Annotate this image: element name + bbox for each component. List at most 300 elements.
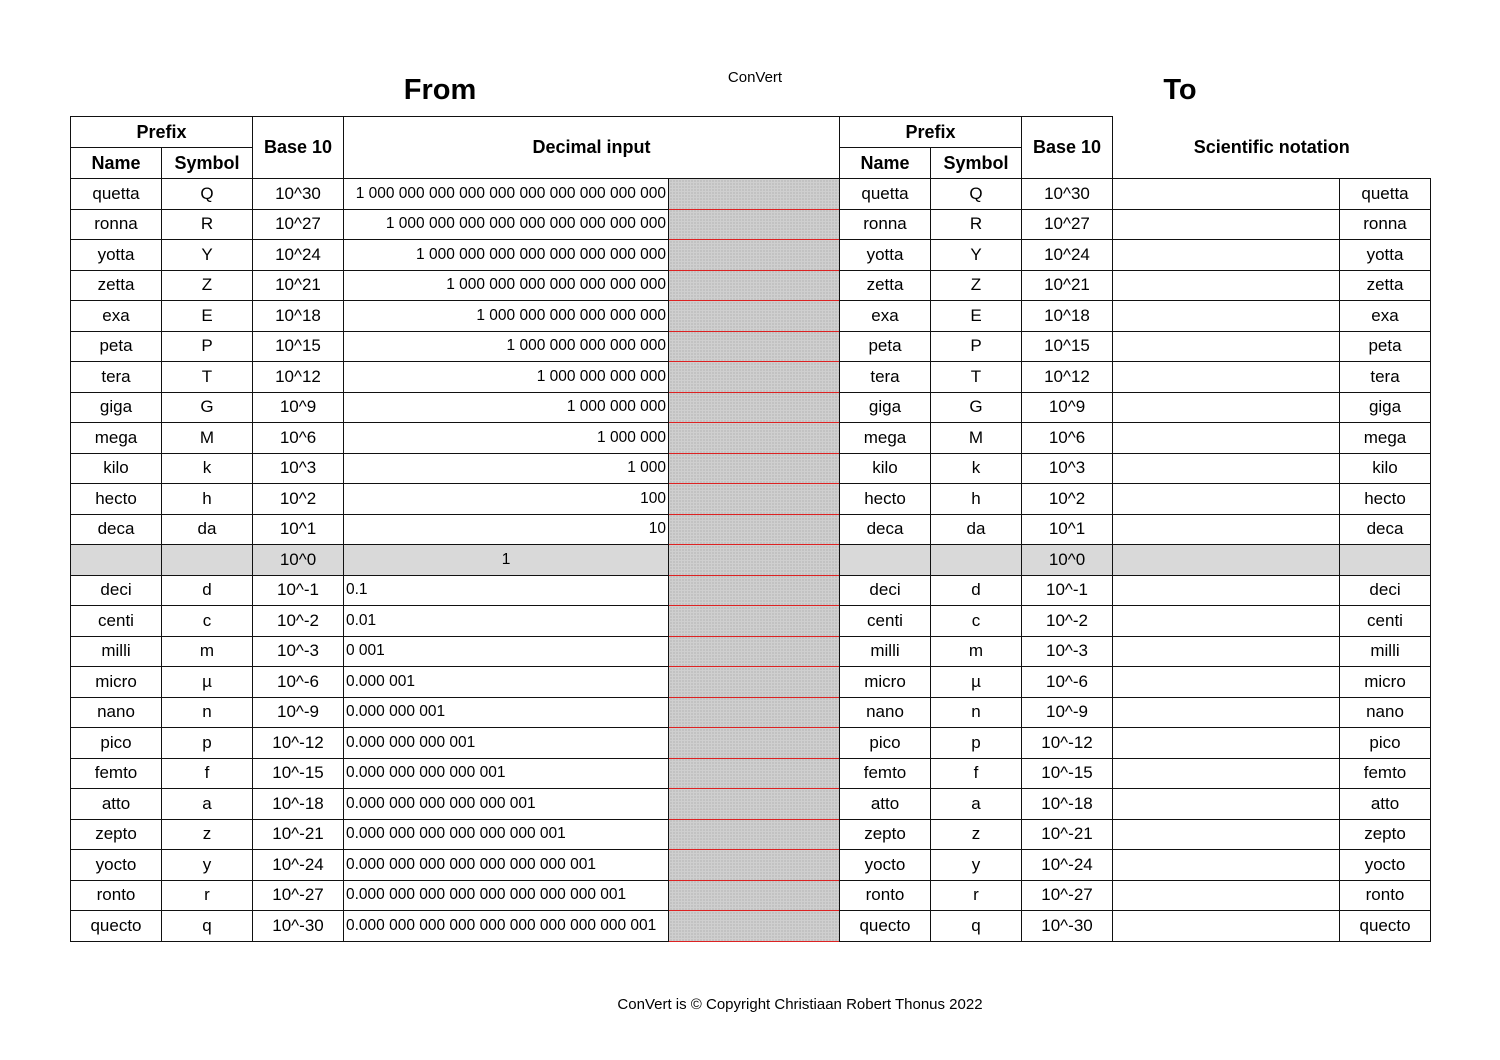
prefix-symbol: r: [162, 880, 253, 911]
prefix-name-suffix: quecto: [1340, 911, 1431, 942]
scientific-notation-output: [1113, 423, 1340, 454]
base10-value: 10^-12: [1022, 728, 1113, 759]
to-row: [840, 697, 1431, 728]
base10-value: 10^-30: [253, 911, 344, 942]
scientific-notation-output: [1113, 819, 1340, 850]
decimal-input-cell[interactable]: [669, 209, 840, 240]
prefix-name: [840, 545, 931, 576]
prefix-name-suffix: atto: [1340, 789, 1431, 820]
prefix-name: ronto: [840, 880, 931, 911]
prefix-name-suffix: deci: [1340, 575, 1431, 606]
prefix-name-suffix: hecto: [1340, 484, 1431, 515]
decimal-input-cell[interactable]: [669, 514, 840, 545]
from-row: [71, 728, 840, 759]
prefix-name: nano: [71, 697, 162, 728]
base10-value: 10^-2: [1022, 606, 1113, 637]
prefix-symbol: Y: [931, 240, 1022, 271]
base10-value: 10^12: [253, 362, 344, 393]
prefix-symbol: z: [931, 819, 1022, 850]
base10-value: 10^21: [1022, 270, 1113, 301]
base10-value: 10^30: [1022, 179, 1113, 210]
prefix-name: tera: [71, 362, 162, 393]
base10-value: 10^18: [1022, 301, 1113, 332]
prefix-name: pico: [71, 728, 162, 759]
prefix-name: ronna: [840, 209, 931, 240]
prefix-symbol: [931, 545, 1022, 576]
base10-value: 10^-24: [1022, 850, 1113, 881]
decimal-value: 0.000 000 000 000 001: [344, 758, 669, 789]
from-row: [71, 575, 840, 606]
base10-value: 10^-15: [253, 758, 344, 789]
prefix-name: zepto: [840, 819, 931, 850]
prefix-name-suffix: nano: [1340, 697, 1431, 728]
prefix-name: yocto: [840, 850, 931, 881]
base10-value: 10^0: [253, 545, 344, 576]
prefix-symbol: µ: [931, 667, 1022, 698]
base10-value: 10^9: [253, 392, 344, 423]
decimal-input-header: Decimal input: [344, 117, 840, 179]
from-row: [71, 789, 840, 820]
prefix-name: zetta: [840, 270, 931, 301]
scientific-notation-output: [1113, 240, 1340, 271]
prefix-name-suffix: micro: [1340, 667, 1431, 698]
from-row: [71, 758, 840, 789]
decimal-value: 0.000 000 000 000 000 000 000 000 001: [344, 880, 669, 911]
decimal-input-cell[interactable]: [669, 575, 840, 606]
base10-value: 10^27: [253, 209, 344, 240]
scientific-notation-output: [1113, 911, 1340, 942]
to-table: [839, 116, 1431, 942]
base10-value: 10^24: [1022, 240, 1113, 271]
decimal-input-cell[interactable]: [669, 789, 840, 820]
to-row: [840, 758, 1431, 789]
prefix-symbol: k: [162, 453, 253, 484]
scientific-notation-output: [1113, 453, 1340, 484]
base10-value: 10^-6: [1022, 667, 1113, 698]
decimal-input-cell[interactable]: [669, 667, 840, 698]
prefix-symbol: h: [162, 484, 253, 515]
to-row: [840, 209, 1431, 240]
from-row: [71, 819, 840, 850]
prefix-name: deca: [71, 514, 162, 545]
scientific-notation-output: [1113, 209, 1340, 240]
to-row: [840, 362, 1431, 393]
decimal-input-cell[interactable]: [669, 880, 840, 911]
prefix-name: [71, 545, 162, 576]
decimal-value: 1 000: [344, 453, 669, 484]
prefix-symbol: T: [931, 362, 1022, 393]
prefix-name: yotta: [840, 240, 931, 271]
decimal-value: 0.1: [344, 575, 669, 606]
decimal-value: 1 000 000 000 000 000 000 000 000: [344, 240, 669, 271]
from-row: [71, 880, 840, 911]
scientific-notation-output: [1113, 728, 1340, 759]
prefix-name: milli: [71, 636, 162, 667]
scientific-notation-output: [1113, 697, 1340, 728]
scientific-notation-output: [1113, 758, 1340, 789]
prefix-name-suffix: tera: [1340, 362, 1431, 393]
base10-value: 10^-9: [253, 697, 344, 728]
base10-value: 10^2: [1022, 484, 1113, 515]
prefix-symbol: da: [162, 514, 253, 545]
prefix-name: tera: [840, 362, 931, 393]
prefix-name: micro: [71, 667, 162, 698]
to-row: [840, 545, 1431, 576]
to-row: [840, 423, 1431, 454]
decimal-value: 1 000 000 000 000 000 000 000: [344, 270, 669, 301]
decimal-value: 0.000 000 000 000 000 000 000 001: [344, 850, 669, 881]
base10-header: Base 10: [1022, 117, 1113, 179]
prefix-symbol: G: [162, 392, 253, 423]
base10-value: 10^12: [1022, 362, 1113, 393]
base10-value: 10^1: [253, 514, 344, 545]
to-row: [840, 850, 1431, 881]
prefix-symbol: µ: [162, 667, 253, 698]
base10-value: 10^-3: [1022, 636, 1113, 667]
from-row: [71, 636, 840, 667]
decimal-value: 0.000 000 000 000 000 000 001: [344, 819, 669, 850]
prefix-name: deci: [71, 575, 162, 606]
prefix-symbol: n: [162, 697, 253, 728]
prefix-symbol: R: [931, 209, 1022, 240]
prefix-name: atto: [71, 789, 162, 820]
prefix-symbol: q: [162, 911, 253, 942]
prefix-symbol: a: [162, 789, 253, 820]
from-row: [71, 301, 840, 332]
decimal-value: 0.000 000 000 001: [344, 728, 669, 759]
scientific-notation-output: [1113, 301, 1340, 332]
decimal-input-cell[interactable]: [669, 606, 840, 637]
decimal-input-cell[interactable]: [669, 758, 840, 789]
base10-value: 10^0: [1022, 545, 1113, 576]
decimal-value: 0.01: [344, 606, 669, 637]
prefix-symbol: Z: [162, 270, 253, 301]
from-row: [71, 423, 840, 454]
prefix-symbol: T: [162, 362, 253, 393]
to-row: [840, 636, 1431, 667]
base10-value: 10^-18: [1022, 789, 1113, 820]
prefix-name-suffix: milli: [1340, 636, 1431, 667]
scientific-notation-output: [1113, 270, 1340, 301]
prefix-symbol: y: [162, 850, 253, 881]
copyright-footer: ConVert is © Copyright Christiaan Robert Thonus 2022: [617, 996, 983, 1013]
prefix-symbol: P: [162, 331, 253, 362]
base10-value: 10^-27: [253, 880, 344, 911]
to-row: [840, 789, 1431, 820]
base10-value: 10^-21: [1022, 819, 1113, 850]
to-row: [840, 240, 1431, 271]
decimal-input-cell[interactable]: [669, 484, 840, 515]
prefix-symbol: m: [931, 636, 1022, 667]
scientific-notation-output: [1113, 179, 1340, 210]
prefix-symbol: M: [931, 423, 1022, 454]
prefix-symbol: y: [931, 850, 1022, 881]
prefix-symbol: r: [931, 880, 1022, 911]
decimal-input-cell[interactable]: [669, 331, 840, 362]
decimal-input-cell[interactable]: [669, 179, 840, 210]
prefix-name-suffix: pico: [1340, 728, 1431, 759]
prefix-name-suffix: ronna: [1340, 209, 1431, 240]
prefix-symbol: R: [162, 209, 253, 240]
from-row: [71, 667, 840, 698]
to-row: [840, 819, 1431, 850]
decimal-value: 0.000 000 001: [344, 697, 669, 728]
scientific-notation-output: [1113, 545, 1340, 576]
from-row: [71, 850, 840, 881]
prefix-header: Prefix: [71, 117, 253, 148]
decimal-value: 0 001: [344, 636, 669, 667]
decimal-value: 1 000 000 000 000 000 000: [344, 301, 669, 332]
decimal-input-cell[interactable]: [669, 636, 840, 667]
base10-value: 10^3: [253, 453, 344, 484]
to-row: [840, 728, 1431, 759]
base10-value: 10^-2: [253, 606, 344, 637]
prefix-symbol: [162, 545, 253, 576]
prefix-symbol: d: [931, 575, 1022, 606]
prefix-name: mega: [840, 423, 931, 454]
to-row: [840, 606, 1431, 637]
decimal-input-cell[interactable]: [669, 697, 840, 728]
prefix-header: Prefix: [840, 117, 1022, 148]
scientific-notation-output: [1113, 331, 1340, 362]
scientific-notation-output: [1113, 850, 1340, 881]
to-row: [840, 911, 1431, 942]
base10-value: 10^30: [253, 179, 344, 210]
to-row: [840, 331, 1431, 362]
prefix-name: centi: [840, 606, 931, 637]
prefix-name: yotta: [71, 240, 162, 271]
prefix-name: mega: [71, 423, 162, 454]
from-row: [71, 514, 840, 545]
from-row: [71, 362, 840, 393]
base10-value: 10^-6: [253, 667, 344, 698]
to-row: [840, 453, 1431, 484]
from-heading: From: [403, 74, 477, 106]
base10-value: 10^-18: [253, 789, 344, 820]
decimal-input-cell[interactable]: [669, 453, 840, 484]
prefix-name: micro: [840, 667, 931, 698]
prefix-name-suffix: femto: [1340, 758, 1431, 789]
base10-value: 10^-12: [253, 728, 344, 759]
prefix-name: hecto: [840, 484, 931, 515]
base10-header: Base 10: [253, 117, 344, 179]
prefix-name-suffix: zetta: [1340, 270, 1431, 301]
decimal-input-cell[interactable]: [669, 850, 840, 881]
decimal-value: 0.000 001: [344, 667, 669, 698]
prefix-symbol: f: [931, 758, 1022, 789]
to-row: [840, 514, 1431, 545]
decimal-input-cell[interactable]: [669, 392, 840, 423]
prefix-symbol: M: [162, 423, 253, 454]
base10-value: 10^-9: [1022, 697, 1113, 728]
from-row: [71, 331, 840, 362]
prefix-symbol: m: [162, 636, 253, 667]
from-row: [71, 270, 840, 301]
from-row: [71, 209, 840, 240]
decimal-input-cell[interactable]: [669, 240, 840, 271]
prefix-name: kilo: [71, 453, 162, 484]
prefix-name: peta: [840, 331, 931, 362]
decimal-input-cell[interactable]: [669, 911, 840, 942]
base10-value: 10^15: [253, 331, 344, 362]
base10-value: 10^-1: [1022, 575, 1113, 606]
from-row: [71, 179, 840, 210]
symbol-header: Symbol: [931, 148, 1022, 179]
scientific-notation-output: [1113, 514, 1340, 545]
scientific-notation-output: [1113, 636, 1340, 667]
to-heading: To: [1163, 74, 1197, 106]
prefix-name: ronna: [71, 209, 162, 240]
prefix-symbol: z: [162, 819, 253, 850]
prefix-symbol: d: [162, 575, 253, 606]
name-header: Name: [840, 148, 931, 179]
decimal-input-cell[interactable]: [669, 270, 840, 301]
prefix-name-suffix: peta: [1340, 331, 1431, 362]
prefix-name: hecto: [71, 484, 162, 515]
prefix-name: yocto: [71, 850, 162, 881]
from-row: [71, 606, 840, 637]
to-row: [840, 392, 1431, 423]
prefix-name: femto: [840, 758, 931, 789]
prefix-name-suffix: kilo: [1340, 453, 1431, 484]
prefix-symbol: Y: [162, 240, 253, 271]
prefix-symbol: da: [931, 514, 1022, 545]
prefix-name: centi: [71, 606, 162, 637]
base10-value: 10^-21: [253, 819, 344, 850]
prefix-name: peta: [71, 331, 162, 362]
prefix-name-suffix: [1340, 545, 1431, 576]
base10-value: 10^-30: [1022, 911, 1113, 942]
prefix-symbol: P: [931, 331, 1022, 362]
prefix-symbol: k: [931, 453, 1022, 484]
decimal-value: 100: [344, 484, 669, 515]
name-header: Name: [71, 148, 162, 179]
prefix-name-suffix: centi: [1340, 606, 1431, 637]
prefix-name-suffix: giga: [1340, 392, 1431, 423]
from-row: [71, 392, 840, 423]
to-row: [840, 484, 1431, 515]
base10-value: 10^24: [253, 240, 344, 271]
decimal-value: 1: [344, 545, 669, 576]
decimal-value: 0.000 000 000 000 000 000 000 000 000 001: [344, 911, 669, 942]
prefix-name-suffix: mega: [1340, 423, 1431, 454]
prefix-name: kilo: [840, 453, 931, 484]
base10-value: 10^-3: [253, 636, 344, 667]
scientific-notation-output: [1113, 606, 1340, 637]
base10-value: 10^-1: [253, 575, 344, 606]
decimal-value: 0.000 000 000 000 000 001: [344, 789, 669, 820]
decimal-value: 1 000 000: [344, 423, 669, 454]
decimal-input-cell[interactable]: [669, 819, 840, 850]
prefix-name: giga: [840, 392, 931, 423]
prefix-symbol: a: [931, 789, 1022, 820]
prefix-symbol: p: [162, 728, 253, 759]
prefix-symbol: G: [931, 392, 1022, 423]
decimal-input-cell[interactable]: [669, 423, 840, 454]
to-row: [840, 179, 1431, 210]
prefix-name: nano: [840, 697, 931, 728]
prefix-symbol: Q: [162, 179, 253, 210]
scientific-notation-header: Scientific notation: [1113, 117, 1431, 179]
prefix-symbol: c: [931, 606, 1022, 637]
decimal-input-cell[interactable]: [669, 362, 840, 393]
prefix-name: pico: [840, 728, 931, 759]
base10-value: 10^27: [1022, 209, 1113, 240]
prefix-name: quecto: [840, 911, 931, 942]
from-row: [71, 911, 840, 942]
prefix-name-suffix: deca: [1340, 514, 1431, 545]
decimal-input-cell[interactable]: [669, 728, 840, 759]
prefix-name-suffix: exa: [1340, 301, 1431, 332]
scientific-notation-output: [1113, 667, 1340, 698]
prefix-symbol: p: [931, 728, 1022, 759]
base10-value: 10^-15: [1022, 758, 1113, 789]
prefix-symbol: n: [931, 697, 1022, 728]
decimal-value: 1 000 000 000 000: [344, 362, 669, 393]
base10-value: 10^1: [1022, 514, 1113, 545]
base10-value: 10^2: [253, 484, 344, 515]
from-row: [71, 240, 840, 271]
to-row: [840, 301, 1431, 332]
prefix-name-suffix: yotta: [1340, 240, 1431, 271]
prefix-name: femto: [71, 758, 162, 789]
prefix-name-suffix: yocto: [1340, 850, 1431, 881]
prefix-symbol: q: [931, 911, 1022, 942]
prefix-name: milli: [840, 636, 931, 667]
decimal-input-cell[interactable]: [669, 545, 840, 576]
decimal-input-cell[interactable]: [669, 301, 840, 332]
prefix-name: exa: [840, 301, 931, 332]
prefix-symbol: E: [162, 301, 253, 332]
prefix-symbol: c: [162, 606, 253, 637]
scientific-notation-output: [1113, 484, 1340, 515]
prefix-symbol: E: [931, 301, 1022, 332]
decimal-value: 1 000 000 000 000 000 000 000 000 000 000: [344, 179, 669, 210]
prefix-name: quetta: [71, 179, 162, 210]
base10-value: 10^-27: [1022, 880, 1113, 911]
scientific-notation-output: [1113, 575, 1340, 606]
from-table: [70, 116, 840, 942]
scientific-notation-output: [1113, 880, 1340, 911]
base10-value: 10^9: [1022, 392, 1113, 423]
to-row: [840, 575, 1431, 606]
scientific-notation-output: [1113, 362, 1340, 393]
prefix-name: zetta: [71, 270, 162, 301]
prefix-symbol: h: [931, 484, 1022, 515]
base10-value: 10^3: [1022, 453, 1113, 484]
from-row: [71, 545, 840, 576]
prefix-name-suffix: quetta: [1340, 179, 1431, 210]
to-row: [840, 667, 1431, 698]
from-row: [71, 453, 840, 484]
prefix-name: deci: [840, 575, 931, 606]
symbol-header: Symbol: [162, 148, 253, 179]
app-title: ConVert: [727, 69, 783, 86]
base10-value: 10^6: [1022, 423, 1113, 454]
base10-value: 10^6: [253, 423, 344, 454]
prefix-name: ronto: [71, 880, 162, 911]
prefix-name: atto: [840, 789, 931, 820]
prefix-name: deca: [840, 514, 931, 545]
base10-value: 10^-24: [253, 850, 344, 881]
prefix-symbol: f: [162, 758, 253, 789]
prefix-name-suffix: ronto: [1340, 880, 1431, 911]
base10-value: 10^21: [253, 270, 344, 301]
decimal-value: 10: [344, 514, 669, 545]
to-row: [840, 880, 1431, 911]
prefix-name: quecto: [71, 911, 162, 942]
prefix-name: zepto: [71, 819, 162, 850]
